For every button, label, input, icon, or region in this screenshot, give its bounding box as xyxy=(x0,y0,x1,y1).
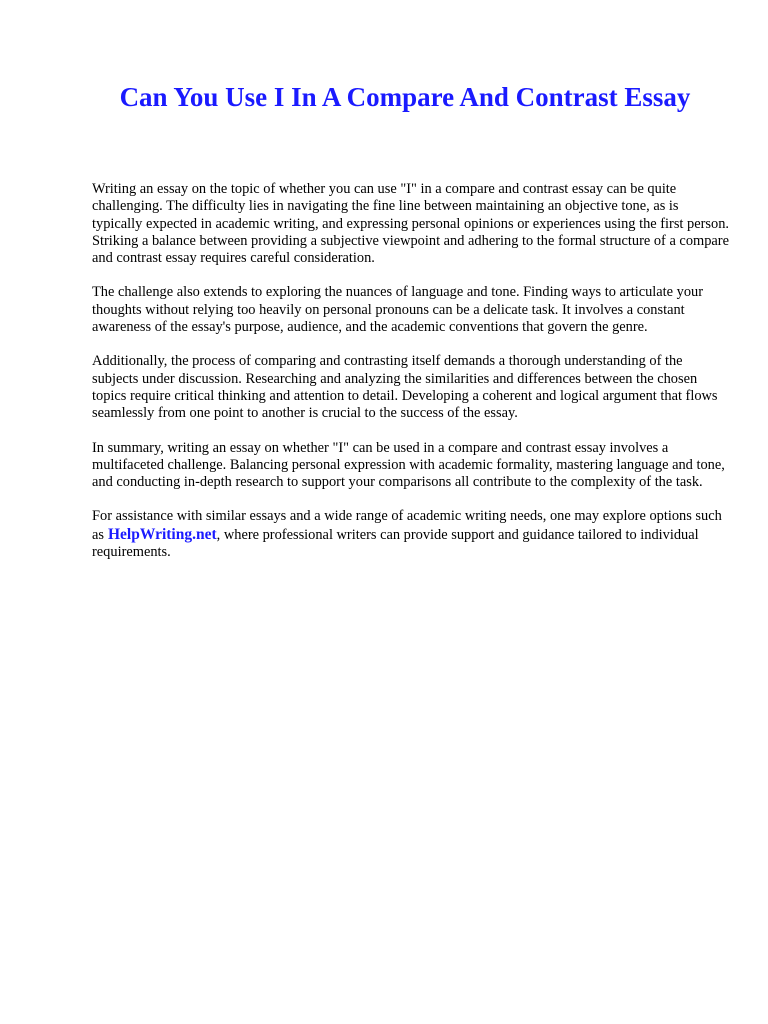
paragraph-5-text-before-link: For assistance with similar essays and a wide range of academic writing needs, one may explore options such as xyxy=(92,508,722,543)
paragraph-5-text-after-link: , where professional writers can provide support and guidance tailored to individual requirements. xyxy=(92,526,699,561)
paragraph-2: The challenge also extends to exploring the nuances of language and tone. Finding ways to articulate your thoughts without relying too heavily on personal pronouns can be a delicate task. It involves a constant awareness of the essay's purpose, audience, and the academic conventions that govern the genre. xyxy=(92,284,704,336)
document-body xyxy=(92,181,732,578)
paragraph-5 xyxy=(92,508,732,561)
helpwriting-link[interactable]: HelpWriting.net xyxy=(108,525,217,543)
paragraph-1: Writing an essay on the topic of whether you can use "I" in a compare and contrast essay can be quite challenging. The difficulty lies in navigating the fine line between maintaining an objective tone, as is typically expected in academic writing, and expressing personal opinions or experiences using the first person. Striking a balance between providing a subjective viewpoint and adhering to the formal structure of a compare and contrast essay requires careful consideration. xyxy=(92,181,729,267)
paragraph-4: In summary, writing an essay on whether "I" can be used in a compare and contrast essay involves a multifaceted challenge. Balancing personal expression with academic formality, mastering language and tone, and conducting in-depth research to support your comparisons all contribute to the complexity of the task. xyxy=(92,439,725,491)
document-title: Can You Use I In A Compare And Contrast Essay xyxy=(119,82,691,112)
paragraph-3: Additionally, the process of comparing and contrasting itself demands a thorough understanding of the subjects under discussion. Researching and analyzing the similarities and differences between the chosen topics require critical thinking and attention to detail. Developing a coherent and logical argument that flows seamlessly from one point to another is crucial to the success of the essay. xyxy=(92,353,718,422)
